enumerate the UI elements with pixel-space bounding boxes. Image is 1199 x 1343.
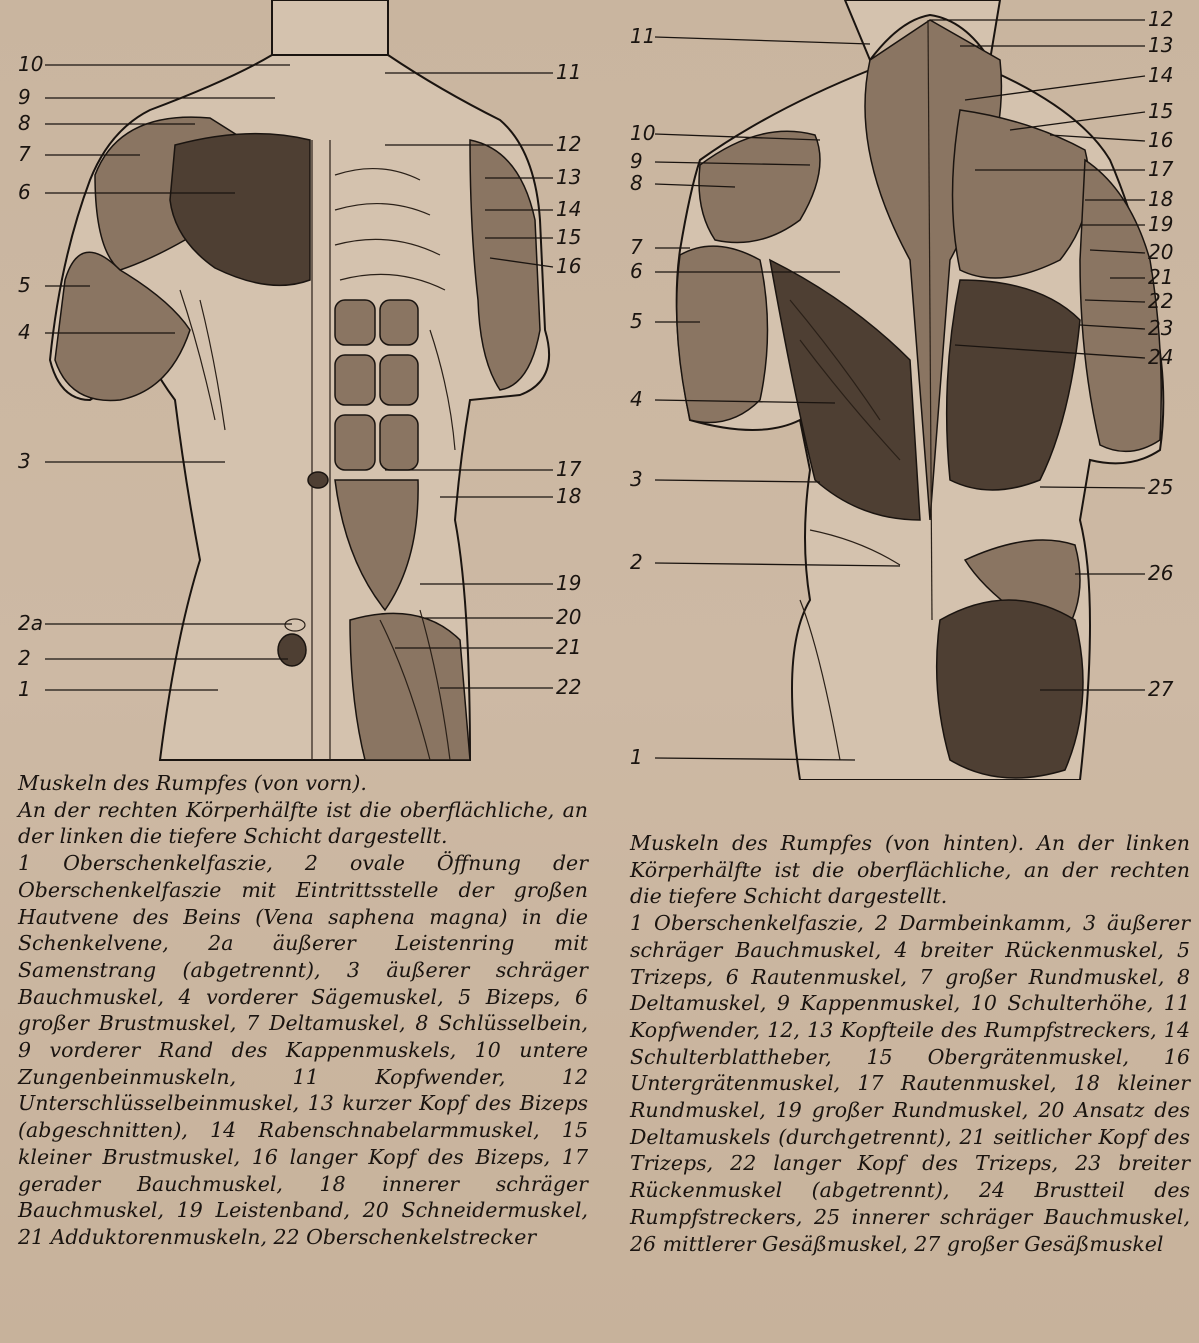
- back-label-13: 13: [1148, 33, 1174, 57]
- back-label-5: 5: [630, 309, 643, 333]
- back-label-24: 24: [1148, 345, 1174, 369]
- front-label-14: 14: [556, 197, 582, 221]
- front-label-1: 1: [18, 677, 31, 701]
- front-caption-legend: 1 Oberschenkelfaszie, 2 ovale Öffnung der Oberschenkelfaszie mit Eintrittsstelle der großen Hautvene des Beins (Vena saphena magna) in die Schenkelvene, 2a äußerer Leistenring mit Samenstrang (abgetrennt), 3 äußerer schräger Bauchmuskel, 4 vorderer Sägemuskel, 5 Bizeps, 6 großer Brustmuskel, 7 Deltamuskel, 8 Schlüsselbein, 9 vorderer Rand des Kappenmuskels, 10 untere Zungenbeinmuskeln, 11 Kopfwender, 12 Unterschlüsselbeinmuskel, 13 kurzer Kopf des Bizeps (abgeschnitten), 14 Rabenschnabelarmmuskel, 15 kleiner Brustmuskel, 16 langer Kopf des Bizeps, 17 gerader Bauchmuskel, 18 innerer schräger Bauchmuskel, 19 Leistenband, 20 Schneidermuskel, 21 Adduktorenmuskeln, 22 Oberschenkelstrecker: [18, 851, 588, 1249]
- front-label-15: 15: [556, 225, 582, 249]
- back-caption-title: Muskeln des Rumpfes (von hinten). An der linken Körperhälfte ist die oberflächliche, an der rechten die tiefere Schicht dargestellt.: [630, 831, 1190, 909]
- front-torso-illustration: [50, 0, 549, 760]
- back-label-8: 8: [630, 171, 643, 195]
- front-caption-title: Muskeln des Rumpfes (von vorn).: [18, 771, 367, 795]
- front-label-9: 9: [18, 85, 31, 109]
- front-label-16: 16: [556, 254, 582, 278]
- front-label-21: 21: [556, 635, 582, 659]
- front-label-18: 18: [556, 484, 582, 508]
- front-caption-subtitle: An der rechten Körperhälfte ist die oberflächliche, an der linken die tiefere Schicht dargestellt.: [18, 797, 588, 849]
- front-label-20: 20: [556, 605, 582, 629]
- front-label-8: 8: [18, 111, 31, 135]
- front-label-4: 4: [18, 320, 31, 344]
- back-label-20: 20: [1148, 240, 1174, 264]
- front-label-3: 3: [18, 449, 31, 473]
- front-label-12: 12: [556, 132, 582, 156]
- front-label-17: 17: [556, 457, 582, 481]
- front-label-13: 13: [556, 165, 582, 189]
- front-label-6: 6: [18, 180, 31, 204]
- front-label-7: 7: [18, 142, 31, 166]
- back-label-14: 14: [1148, 63, 1174, 87]
- back-label-23: 23: [1148, 316, 1174, 340]
- back-label-2: 2: [630, 550, 643, 574]
- back-label-7: 7: [630, 235, 643, 259]
- back-label-26: 26: [1148, 561, 1174, 585]
- back-label-6: 6: [630, 259, 643, 283]
- front-label-2a: 2a: [18, 611, 43, 635]
- front-label-11: 11: [556, 60, 582, 84]
- back-caption-legend: 1 Oberschenkelfaszie, 2 Darmbeinkamm, 3 äußerer schräger Bauchmuskel, 4 breiter Rückenmuskel, 5 Trizeps, 6 Rautenmuskel, 7 großer Rundmuskel, 8 Deltamuskel, 9 Kappenmuskel, 10 Schulterhöhe, 11 Kopfwender, 12, 13 Kopfteile des Rumpfstreckers, 14 Schulterblattheber, 15 Obergrätenmuskel, 16 Untergrätenmuskel, 17 Rautenmuskel, 18 kleiner Rundmuskel, 19 großer Rundmuskel, 20 Ansatz des Deltamuskels (durchgetrennt), 21 seitlicher Kopf des Trizeps, 22 langer Kopf des Trizeps, 23 breiter Rückenmuskel (abgetrennt), 24 Brustteil des Rumpfstreckers, 25 innerer schräger Bauchmuskel, 26 mittlerer Gesäßmuskel, 27 großer Gesäßmuskel: [630, 911, 1190, 1256]
- back-label-19: 19: [1148, 212, 1174, 236]
- front-label-10: 10: [18, 52, 44, 76]
- back-label-17: 17: [1148, 157, 1174, 181]
- back-label-4: 4: [630, 387, 643, 411]
- back-torso-illustration: [677, 0, 1164, 780]
- back-label-9: 9: [630, 149, 643, 173]
- front-label-19: 19: [556, 571, 582, 595]
- front-label-2: 2: [18, 646, 31, 670]
- back-label-22: 22: [1148, 289, 1174, 313]
- back-caption: [630, 830, 1190, 1257]
- back-label-12: 12: [1148, 7, 1174, 31]
- back-label-27: 27: [1148, 677, 1174, 701]
- front-label-5: 5: [18, 273, 31, 297]
- back-label-25: 25: [1148, 475, 1174, 499]
- back-label-11: 11: [630, 24, 656, 48]
- back-label-21: 21: [1148, 265, 1174, 289]
- front-caption: [18, 770, 588, 1251]
- back-label-16: 16: [1148, 128, 1174, 152]
- back-label-3: 3: [630, 467, 643, 491]
- back-label-18: 18: [1148, 187, 1174, 211]
- back-label-1: 1: [630, 745, 643, 769]
- back-label-15: 15: [1148, 99, 1174, 123]
- front-label-22: 22: [556, 675, 582, 699]
- back-label-10: 10: [630, 121, 656, 145]
